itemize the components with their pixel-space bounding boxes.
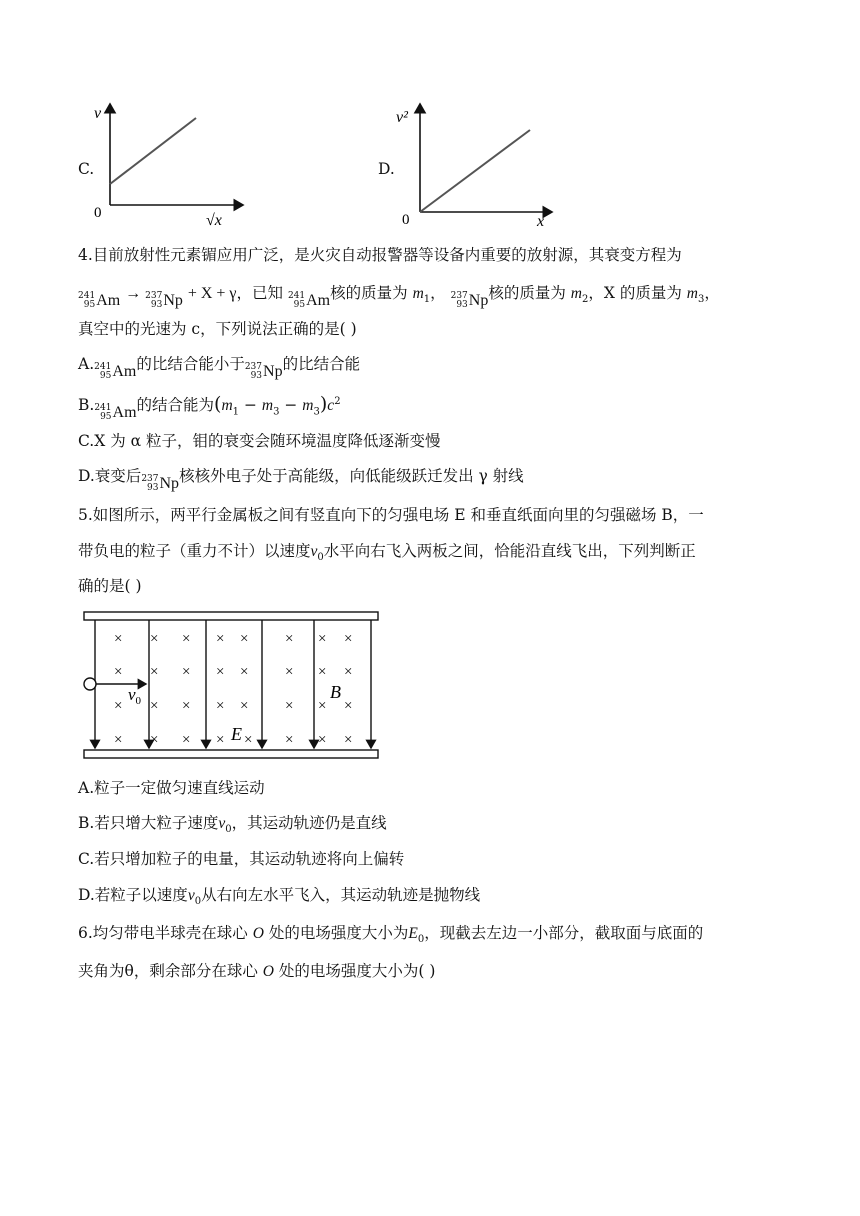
- q5-stem-line2: 带负电的粒子（重力不计）以速度$v_0$水平向右飞入两板之间，恰能沿直线飞出，下列判断正: [78, 542, 696, 564]
- q6-stem-line1: 6.均匀带电半球壳在球心 O 处的电场强度大小为$E_0$，现截去左边一小部分，截取面与底面的: [78, 924, 704, 946]
- svg-text:×: ×: [216, 732, 225, 748]
- option-c-label: C.: [78, 160, 95, 178]
- x-axis-label: x: [537, 213, 545, 230]
- e-field-label: E: [231, 724, 242, 744]
- svg-text:×: ×: [318, 664, 327, 680]
- q4-option-a: A. 241 95 Am 的比结合能小于 237 93 Np 的比结合能: [78, 355, 361, 381]
- q5-option-a: A.粒子一定做匀速直线运动: [78, 779, 265, 797]
- svg-text:×: ×: [182, 732, 191, 748]
- svg-text:×: ×: [318, 732, 327, 748]
- svg-text:×: ×: [182, 698, 191, 714]
- q5-option-c: C.若只增加粒子的电量，其运动轨迹将向上偏转: [78, 850, 405, 868]
- svg-text:×: ×: [240, 664, 249, 680]
- x-axis-label: √x: [206, 212, 222, 229]
- option-d-label: D.: [378, 160, 395, 178]
- q5-stem-line3: 确的是( ): [78, 577, 142, 595]
- graph-c: [88, 100, 248, 230]
- graph-line: [420, 130, 530, 212]
- svg-text:×: ×: [114, 732, 123, 748]
- svg-text:×: ×: [216, 664, 225, 680]
- bottom-plate: [84, 750, 378, 758]
- svg-text:×: ×: [244, 732, 253, 748]
- svg-text:×: ×: [344, 631, 353, 647]
- np-nuclide: 237 93 Np: [145, 291, 183, 310]
- particle: [84, 678, 96, 690]
- svg-text:×: ×: [285, 698, 294, 714]
- q4-equation-line: 241 95 Am → 237 93 Np + X + γ，已知 241 95 Am 核的质量为 $m_1$， 237 93 Np 核的质量为 $m_2$，X 的质量为 $m_3$，: [78, 284, 720, 310]
- svg-text:×: ×: [318, 631, 327, 647]
- graph-line: [110, 118, 196, 184]
- svg-text:×: ×: [150, 664, 159, 680]
- svg-text:×: ×: [182, 631, 191, 647]
- svg-text:×: ×: [150, 631, 159, 647]
- q5-option-b: B.若只增大粒子速度$v_0$，其运动轨迹仍是直线: [78, 814, 387, 836]
- q4-option-b: B. 241 95 Am 的结合能为$(m_1 - m_3 - m_3)c^2$: [78, 393, 341, 423]
- svg-text:×: ×: [150, 732, 159, 748]
- svg-text:×: ×: [114, 664, 123, 680]
- svg-text:×: ×: [150, 698, 159, 714]
- q6-stem-line2: 夹角为θ，剩余部分在球心 O 处的电场强度大小为( ): [78, 962, 436, 980]
- svg-text:×: ×: [216, 698, 225, 714]
- velocity-label: $v_0$: [128, 685, 142, 707]
- svg-text:×: ×: [344, 664, 353, 680]
- q4-stem-line1: 4.目前放射性元素镅应用广泛，是火灾自动报警器等设备内重要的放射源，其衰变方程为: [78, 246, 682, 264]
- q5-stem-line1: 5.如图所示，两平行金属板之间有竖直向下的匀强电场 E 和垂直纸面向里的匀强磁场 B，一: [78, 506, 704, 524]
- svg-text:×: ×: [182, 664, 191, 680]
- svg-text:×: ×: [318, 698, 327, 714]
- svg-text:×: ×: [344, 732, 353, 748]
- q4-stem-line3: 真空中的光速为 c，下列说法正确的是( ): [78, 320, 357, 338]
- q5-option-d: D.若粒子以速度$v_0$从右向左水平飞入，其运动轨迹是抛物线: [78, 886, 481, 908]
- top-plate: [84, 612, 378, 620]
- svg-text:×: ×: [240, 631, 249, 647]
- svg-text:×: ×: [285, 732, 294, 748]
- y-axis-label: v: [94, 105, 102, 122]
- svg-text:×: ×: [114, 631, 123, 647]
- graph-d: [392, 100, 562, 230]
- q4-option-c: C.X 为 α 粒子，钼的衰变会随环境温度降低逐渐变慢: [78, 432, 441, 450]
- b-field-label: B: [330, 682, 341, 702]
- svg-text:×: ×: [114, 698, 123, 714]
- am-nuclide: 241 95 Am: [78, 291, 121, 310]
- origin-label: 0: [94, 205, 102, 221]
- y-axis-label: v²: [396, 109, 408, 126]
- svg-text:×: ×: [344, 698, 353, 714]
- svg-text:×: ×: [216, 631, 225, 647]
- svg-text:×: ×: [285, 664, 294, 680]
- origin-label: 0: [402, 212, 410, 228]
- svg-text:×: ×: [240, 698, 249, 714]
- q5-field-diagram: [78, 608, 388, 766]
- svg-text:×: ×: [285, 631, 294, 647]
- q4-option-d: D.衰变后 237 93 Np 核核外电子处于高能级，向低能级跃迁发出 γ 射线: [78, 467, 524, 493]
